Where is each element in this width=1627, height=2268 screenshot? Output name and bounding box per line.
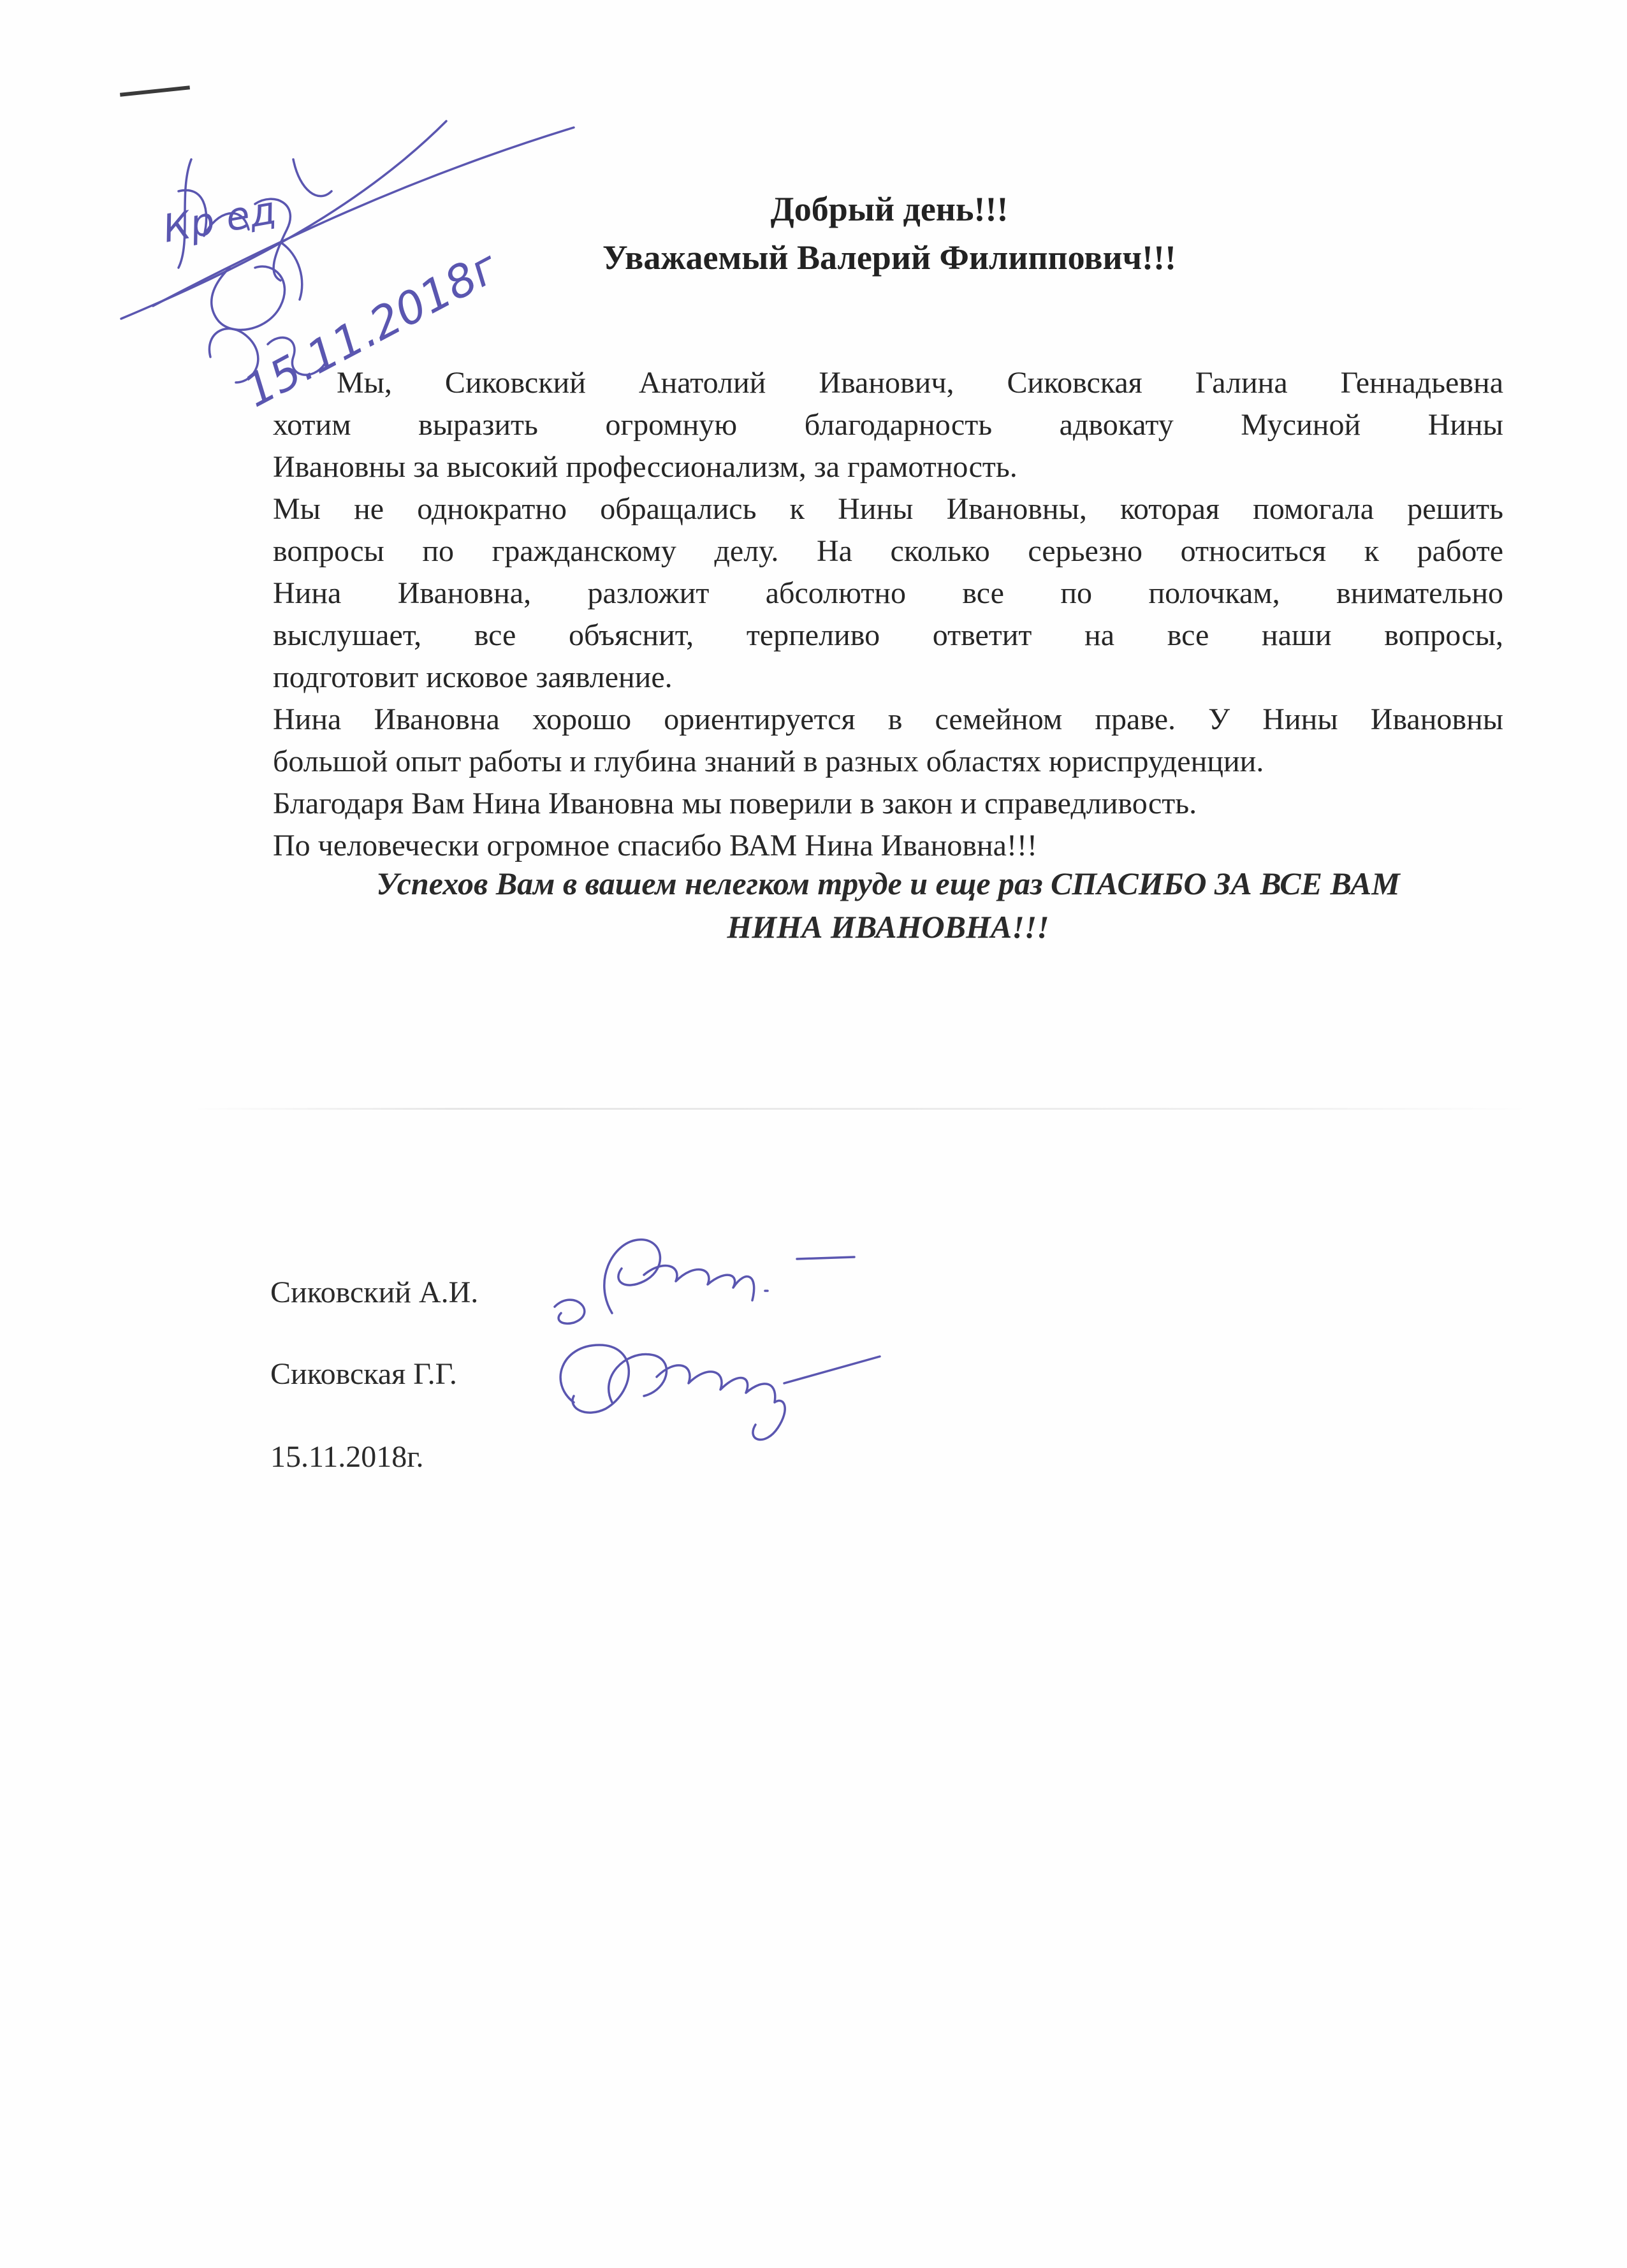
body-line: подготовит исковое заявление.	[273, 660, 673, 694]
body-line: Мы, Сиковский Анатолий Иванович, Сиковская Галина Геннадьевна	[337, 366, 1503, 400]
body-line: Благодаря Вам Нина Ивановна мы поверили в закон и справедливость.	[273, 787, 1197, 820]
signature-1	[555, 1240, 854, 1324]
signer-2-name: Сиковская Г.Г.	[270, 1357, 457, 1391]
paragraph-2	[273, 488, 1503, 699]
resolution-date: 15.11.2018г	[235, 240, 507, 418]
resolution-underline	[121, 121, 446, 319]
letter-body	[273, 362, 1503, 867]
paragraph-4	[273, 783, 1503, 825]
paragraph-3	[273, 699, 1503, 783]
signature-2	[560, 1345, 880, 1440]
paragraph-5	[273, 825, 1503, 867]
resolution-flourish	[212, 242, 302, 330]
resolution-scribble	[179, 159, 332, 280]
greeting-line-2: Уважаемый Валерий Филиппович!!!	[602, 238, 1177, 277]
signer-1-name: Сиковский А.И.	[270, 1276, 479, 1309]
closing-line-2: НИНА ИВАНОВНА!!!	[727, 909, 1049, 945]
resolution-text: Кр ед	[159, 187, 280, 252]
body-line: По человечески огромное спасибо ВАМ Нина Ивановна!!!	[273, 829, 1037, 862]
body-line: вопросы по гражданскому делу. На сколько серьезно относиться к работе	[273, 534, 1503, 568]
body-line: Нина Ивановна хорошо ориентируется в семейном праве. У Нины Ивановны	[273, 702, 1503, 736]
body-line: Ивановны за высокий профессионализм, за грамотность.	[273, 450, 1018, 484]
scan-artifact-line	[191, 1108, 1530, 1110]
body-line: Мы не однократно обращались к Нины Ивановны, которая помогала решить	[273, 492, 1503, 526]
body-line: Нина Ивановна, разложит абсолютно все по полочкам, внимательно	[273, 576, 1503, 610]
body-line: хотим выразить огромную благодарность адвокату Мусиной Нины	[273, 408, 1503, 442]
closing-line-1: Успехов Вам в вашем нелегком труде и еще раз СПАСИБО ЗА ВСЕ ВАМ	[376, 866, 1400, 901]
body-line: выслушает, все объяснит, терпеливо ответит на все наши вопросы,	[273, 618, 1503, 652]
corner-mark	[120, 85, 190, 96]
closing-wish	[273, 862, 1503, 949]
greeting-line-1: Добрый день!!!	[770, 190, 1009, 228]
letter-date: 15.11.2018г.	[270, 1440, 424, 1474]
paragraph-1	[273, 362, 1503, 488]
body-line: большой опыт работы и глубина знаний в разных областях юриспруденции.	[273, 745, 1264, 778]
